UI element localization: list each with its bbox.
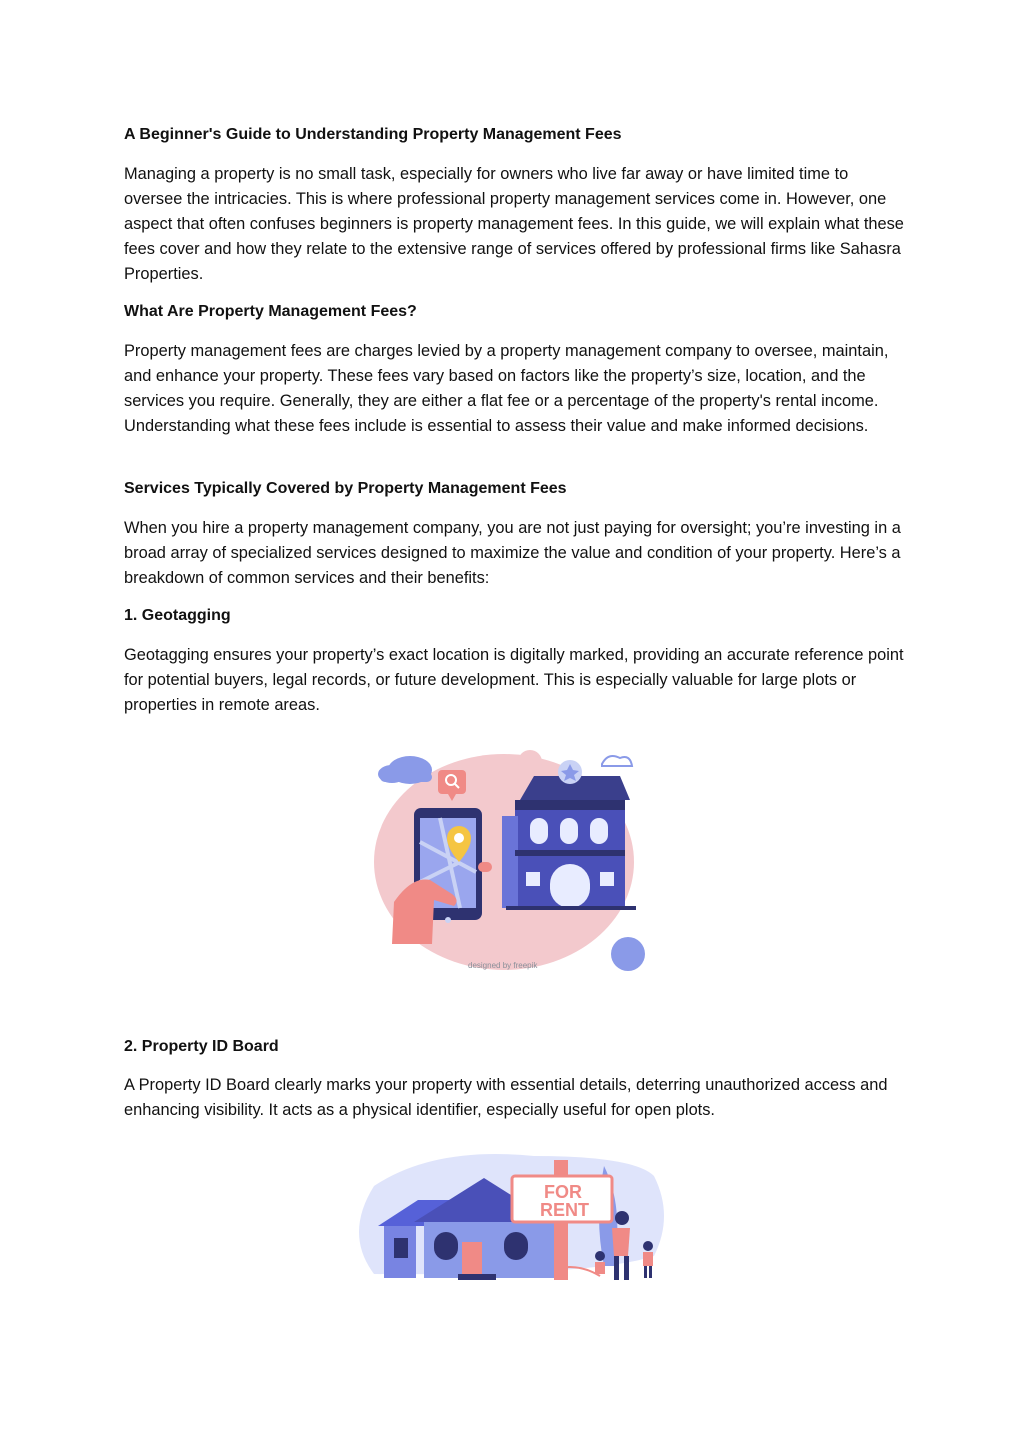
intro-paragraph: Managing a property is no small task, especially for owners who live far away or have limited time to oversee the intricacies. This is where professional property management services come in. However, one aspect that often confuses beginners is property management fees. In this guide, we will explain what these fees cover and how they relate to the extensive range of services offered by professional firms like Sahasra Properties. <box>124 165 904 283</box>
section-heading-services: Services Typically Covered by Property Management Fees <box>124 480 567 497</box>
section-body-services: When you hire a property management company, you are not just paying for oversight; you’re investing in a broad array of specialized services designed to maximize the value and condition of your property. Here’s a breakdown of common services and their benefits: <box>124 519 901 587</box>
item-heading-property-id-board: 2. Property ID Board <box>124 1038 279 1055</box>
cloud-icon-left <box>378 756 432 784</box>
sign-text-for: FOR <box>544 1182 582 1202</box>
section-heading-fees: What Are Property Management Fees? <box>124 303 417 320</box>
for-rent-sign <box>512 1176 612 1222</box>
item-heading-geotagging: 1. Geotagging <box>124 607 231 624</box>
item-body-property-id-board: A Property ID Board clearly marks your property with essential details, deterring unauthorized access and enhancing visibility. It acts as a physical identifier, especially useful for open plots. <box>124 1076 888 1119</box>
image-credit: designed by freepik <box>468 961 538 970</box>
blue-dot-decor <box>611 937 645 971</box>
for-rent-illustration <box>354 1146 670 1286</box>
section-body-fees: Property management fees are charges levied by a property management company to oversee, maintain, and enhance your property. These fees vary based on factors like the property’s size, location, and the services you require. Generally, they are either a flat fee or a percentage of the property's rental income. Understanding what these fees include is essential to assess their value and make informed decisions. <box>124 342 889 435</box>
cloud-icon-right <box>602 756 632 766</box>
sign-text-rent: RENT <box>540 1200 589 1220</box>
document-title: A Beginner's Guide to Understanding Property Management Fees <box>124 126 622 143</box>
geotagging-illustration <box>370 742 660 974</box>
item-body-geotagging: Geotagging ensures your property’s exact location is digitally marked, providing an accurate reference point for potential buyers, legal records, or future development. This is especially valuable for large plots or properties in remote areas. <box>124 646 904 714</box>
